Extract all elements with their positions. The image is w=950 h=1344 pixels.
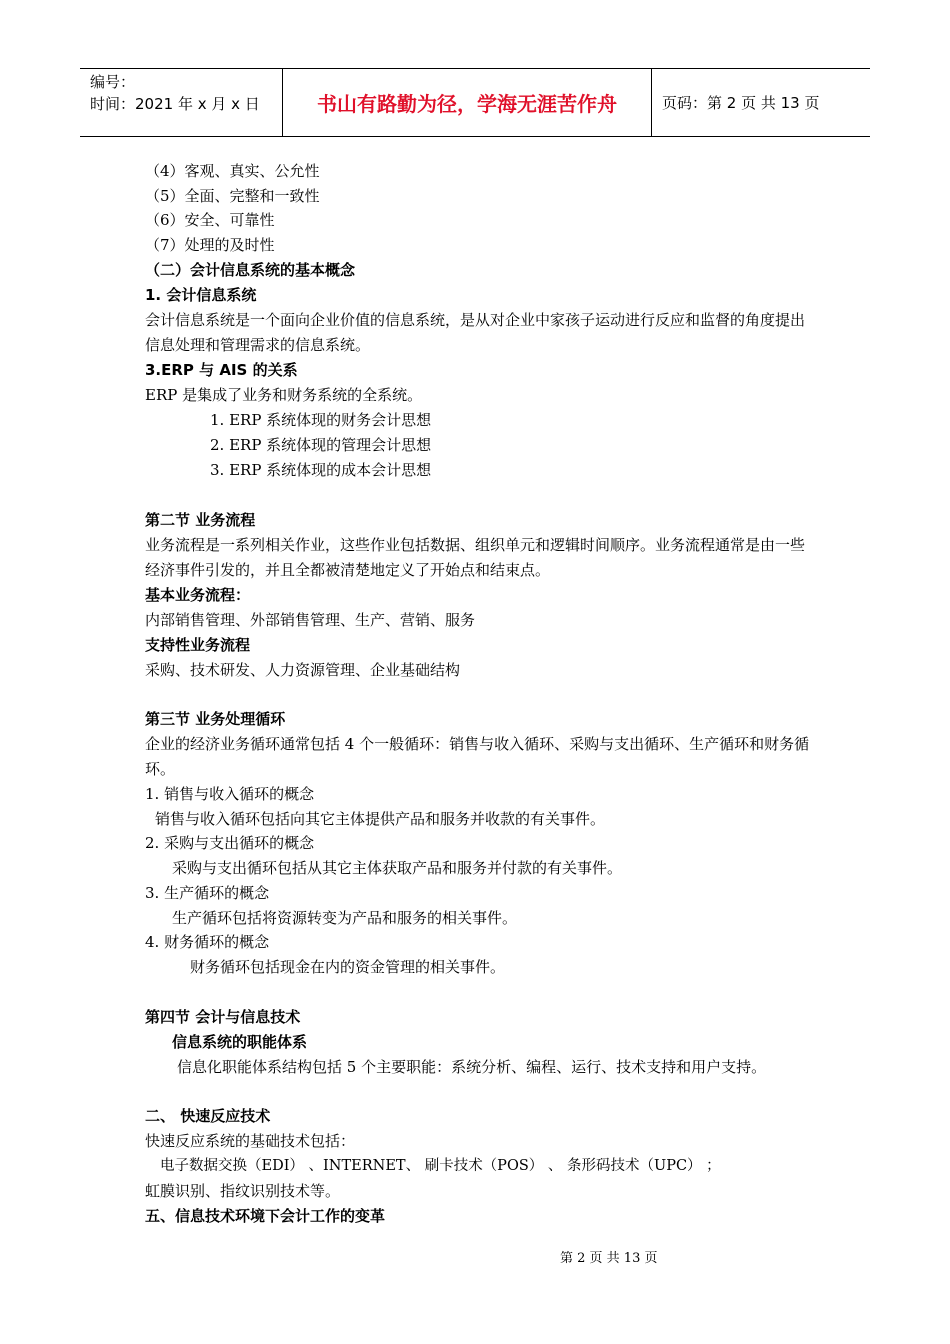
section-heading: （二）会计信息系统的基本概念 (145, 261, 356, 279)
list-item: 2. ERP 系统体现的管理会计思想 (210, 436, 432, 454)
list-item: 3. 生产循环的概念 (145, 884, 270, 902)
paragraph: ERP 是集成了业务和财务系统的全系统。 (145, 386, 423, 404)
section-heading: 二、 快速反应技术 (145, 1107, 271, 1125)
subsection-heading: 1. 会计信息系统 (145, 286, 257, 304)
header-meta (80, 69, 282, 136)
list-item: （6）安全、可靠性 (145, 211, 275, 229)
subsection-heading: 基本业务流程： (145, 586, 251, 604)
paragraph: 虹膜识别、指纹识别技术等。 (145, 1182, 341, 1200)
list-item: （7）处理的及时性 (145, 236, 275, 254)
list-item: 4. 财务循环的概念 (145, 933, 270, 951)
paragraph: 企业的经济业务循环通常包括 4 个一般循环：销售与收入循环、采购与支出循环、生产循环和财务循环。 (145, 735, 810, 778)
paragraph: 采购、技术研发、人力资源管理、企业基础结构 (145, 661, 461, 679)
list-item: （4）客观、真实、公允性 (145, 162, 320, 180)
paragraph: 信息化职能体系结构包括 5 个主要职能：系统分析、编程、运行、技术支持和用户支持。 (177, 1058, 767, 1076)
list-item: （5）全面、完整和一致性 (145, 187, 320, 205)
subsection-heading: 3.ERP 与 AIS 的关系 (145, 361, 298, 379)
page-footer: 第 2 页 共 13 页 (560, 1251, 658, 1266)
paragraph: 业务流程是一系列相关作业，这些作业包括数据、组织单元和逻辑时间顺序。业务流程通常是由一些经济事件引发的，并且全都被清楚地定义了开始点和结束点。 (145, 536, 806, 579)
section-heading: 第三节 业务处理循环 (145, 710, 286, 728)
section-heading: 五、信息技术环境下会计工作的变革 (145, 1207, 386, 1225)
document-number-label: 编号： (90, 73, 136, 91)
list-item: 3. ERP 系统体现的成本会计思想 (210, 461, 432, 479)
paragraph: 财务循环包括现金在内的资金管理的相关事件。 (190, 958, 506, 976)
section-heading: 第四节 会计与信息技术 (145, 1008, 301, 1026)
paragraph: 生产循环包括将资源转变为产品和服务的相关事件。 (172, 909, 518, 927)
list-item: 1. 销售与收入循环的概念 (145, 785, 315, 803)
subsection-heading: 信息系统的职能体系 (172, 1033, 308, 1051)
paragraph: 采购与支出循环包括从其它主体获取产品和服务并付款的有关事件。 (172, 859, 623, 877)
list-item: 1. ERP 系统体现的财务会计思想 (210, 411, 432, 429)
paragraph: 销售与收入循环包括向其它主体提供产品和服务并收款的有关事件。 (155, 810, 606, 828)
paragraph: 会计信息系统是一个面向企业价值的信息系统，是从对企业中家孩子运动进行反应和监督的角度提出信息处理和管理需求的信息系统。 (145, 311, 806, 354)
paragraph: 内部销售管理、外部销售管理、生产、营销、服务 (145, 611, 476, 629)
header-motto: 书山有路勤为径，学海无涯苦作舟 (282, 69, 652, 136)
document-date: 时间：2021 年 x 月 x 日 (90, 95, 260, 113)
section-heading: 第二节 业务流程 (145, 511, 256, 529)
subsection-heading: 支持性业务流程 (145, 636, 251, 654)
header-page-info: 页码：第 2 页 共 13 页 (662, 94, 820, 112)
paragraph: 电子数据交换（EDI） 、INTERNET、 刷卡技术（POS） 、 条形码技术（UPC） ； (160, 1158, 721, 1174)
page-header (80, 68, 870, 137)
paragraph: 快速反应系统的基础技术包括： (145, 1132, 356, 1150)
list-item: 2. 采购与支出循环的概念 (145, 834, 315, 852)
